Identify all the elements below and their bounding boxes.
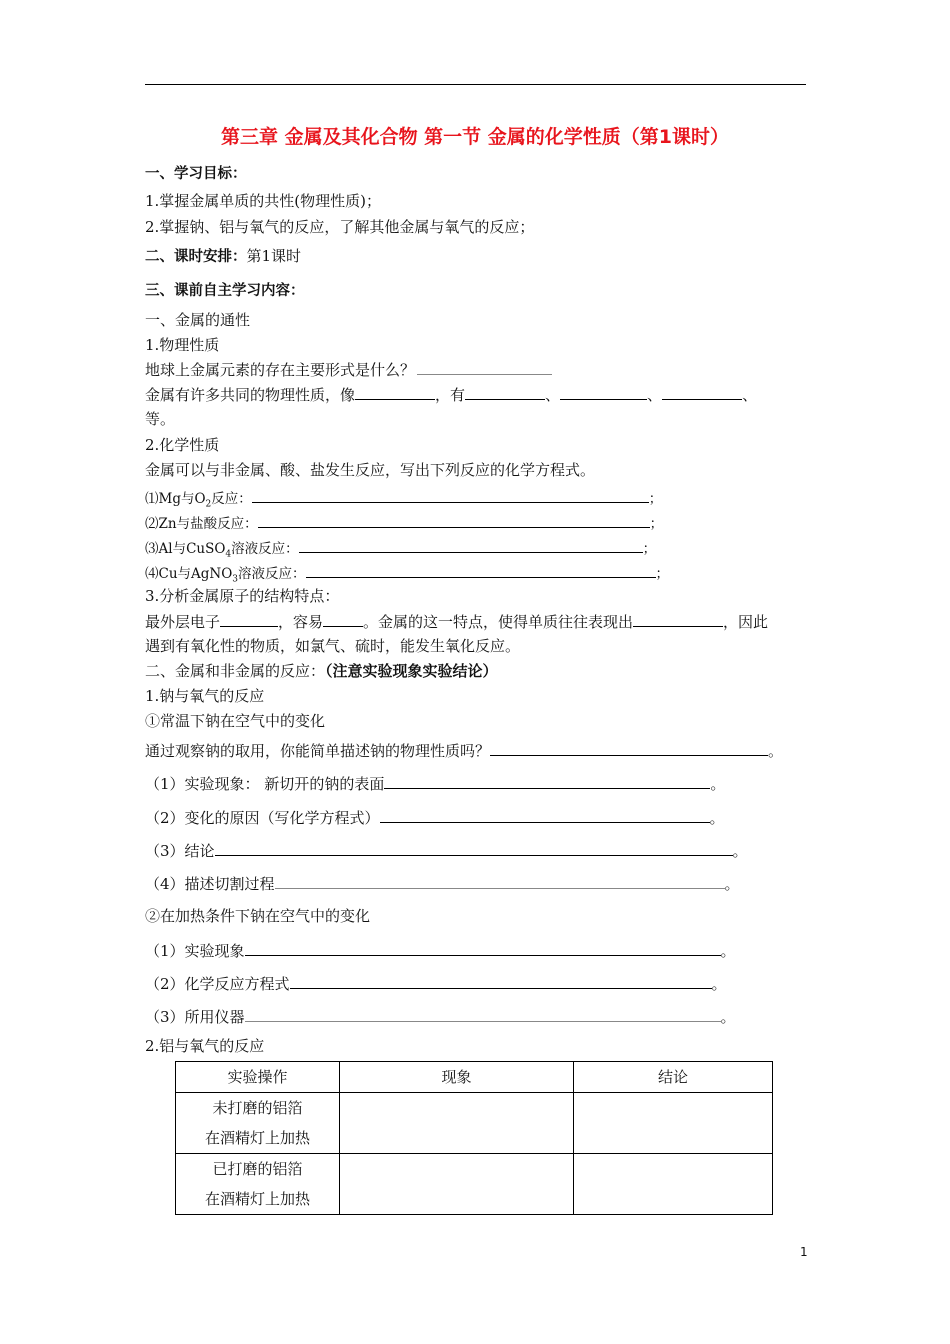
text: 通过观察钠的取用，你能简单描述钠的物理性质吗？	[145, 742, 491, 760]
subsection-general-properties: 一、金属的通性	[145, 311, 251, 329]
answer-blank[interactable]	[380, 807, 710, 823]
text: 。	[720, 1008, 736, 1026]
text: ；	[648, 491, 663, 507]
answer-blank[interactable]	[662, 384, 742, 400]
text: 二、金属和非金属的反应：	[145, 662, 326, 680]
text: 。	[732, 842, 748, 860]
answer-blank[interactable]	[490, 740, 768, 756]
text: ⑷Cu与AgNO	[145, 566, 233, 582]
section-heading-schedule: 二、课时安排：	[145, 249, 247, 265]
text: （1）实验现象	[145, 942, 245, 960]
sodium-item-1	[145, 773, 725, 794]
row1-operation	[176, 1093, 340, 1154]
answer-blank[interactable]	[258, 512, 650, 528]
cell-line: 未打磨的铝箔	[212, 1099, 303, 1117]
sodium-oxygen-title: 1.钠与氧气的反应	[145, 687, 265, 705]
section-heading-goals: 一、学习目标：	[145, 166, 247, 182]
row2-conclusion-cell[interactable]	[574, 1154, 773, 1215]
subscript: 3	[232, 574, 239, 585]
answer-blank[interactable]	[560, 384, 647, 400]
text: （2）化学反应方程式	[145, 975, 290, 993]
answer-blank[interactable]	[252, 487, 649, 503]
text: 。	[724, 875, 740, 893]
answer-blank[interactable]	[323, 611, 363, 627]
text: 溶液反应：	[238, 566, 306, 582]
header-rule	[145, 84, 806, 85]
chemical-properties-title: 2.化学性质	[145, 436, 220, 454]
text: ；	[655, 566, 670, 582]
text: ；	[642, 541, 657, 557]
sodium-item-2	[145, 807, 725, 828]
answer-blank[interactable]	[306, 562, 656, 578]
text: （3）结论	[145, 842, 215, 860]
section-heading-prestudy: 三、课前自主学习内容：	[145, 283, 305, 299]
answer-blank[interactable]	[299, 537, 643, 553]
heated-item-1	[145, 940, 736, 961]
physical-properties-title: 1.物理性质	[145, 336, 220, 354]
reaction-1	[145, 487, 662, 515]
answer-blank[interactable]	[290, 973, 712, 989]
structure-continued: 遇到有氧化性的物质，如氯气、硫时，能发生氧化反应。	[145, 637, 521, 655]
chemical-properties-intro: 金属可以与非金属、酸、盐发生反应，写出下列反应的化学方程式。	[145, 461, 596, 479]
text: 反应：	[211, 491, 252, 507]
text: ⑵Zn与盐酸反应：	[145, 516, 258, 532]
answer-blank[interactable]	[633, 611, 723, 627]
sodium-item-4	[145, 873, 740, 894]
answer-blank[interactable]	[417, 359, 552, 375]
cell-line: 在酒精灯上加热	[204, 1129, 310, 1147]
text: ，有	[435, 386, 466, 404]
reaction-2	[145, 512, 663, 534]
document-title: 第三章 金属及其化合物 第一节 金属的化学性质（第1课时）	[220, 126, 730, 148]
sodium-item-3	[145, 840, 748, 861]
physical-properties-end: 等。	[145, 410, 176, 428]
answer-blank[interactable]	[220, 611, 278, 627]
subsection-metal-nonmetal	[145, 661, 498, 681]
text: ，容易	[278, 613, 324, 631]
text: 溶液反应：	[231, 541, 299, 557]
answer-blank[interactable]	[465, 384, 545, 400]
text: 。	[720, 942, 736, 960]
goal-2: 2.掌握钠、铝与氧气的反应，了解其他金属与氧气的反应；	[145, 218, 535, 236]
text: 。	[709, 809, 725, 827]
aluminum-experiment-table	[175, 1061, 773, 1215]
sodium-question	[145, 740, 783, 761]
text: ⑶Al与CuSO	[145, 541, 226, 557]
question-metal-forms	[145, 359, 552, 380]
schedule-text: 第1课时	[246, 247, 302, 265]
heated-item-2	[145, 973, 727, 994]
header-phenomenon: 现象	[340, 1062, 574, 1093]
text: ，因此	[723, 613, 769, 631]
heated-item-3	[145, 1006, 736, 1027]
subscript: 2	[205, 499, 212, 510]
note-bold: （注意实验现象实验结论）	[325, 662, 498, 680]
answer-blank[interactable]	[384, 773, 710, 789]
physical-properties-fill	[145, 384, 757, 405]
text: 、	[545, 386, 561, 404]
row1-phenomenon-cell[interactable]	[340, 1093, 574, 1154]
answer-blank[interactable]	[275, 873, 725, 889]
text: （4）描述切割过程	[145, 875, 275, 893]
text: ；	[649, 516, 664, 532]
text: 最外层电子	[145, 613, 221, 631]
answer-blank[interactable]	[245, 940, 721, 956]
text: 、	[742, 386, 758, 404]
row2-phenomenon-cell[interactable]	[340, 1154, 574, 1215]
header-conclusion: 结论	[574, 1062, 773, 1093]
reaction-3	[145, 537, 656, 565]
header-operation: 实验操作	[176, 1062, 340, 1093]
text: （3）所用仪器	[145, 1008, 245, 1026]
sodium-room-temp: ①常温下钠在空气中的变化	[145, 712, 326, 730]
answer-blank[interactable]	[355, 384, 435, 400]
text: 。金属的这一特点，使得单质往往表现出	[363, 613, 634, 631]
schedule-line	[145, 246, 301, 267]
structure-title: 3.分析金属原子的结构特点：	[145, 587, 340, 605]
subscript: 4	[225, 549, 232, 560]
goal-1: 1.掌握金属单质的共性(物理性质)；	[145, 192, 382, 210]
text: 。	[768, 742, 784, 760]
question-text: 地球上金属元素的存在主要形式是什么？	[145, 361, 416, 379]
structure-fill	[145, 611, 768, 632]
table-header-row	[176, 1062, 773, 1093]
text: 。	[710, 775, 726, 793]
text: 金属有许多共同的物理性质，像	[145, 386, 356, 404]
aluminum-oxygen-title: 2.铝与氧气的反应	[145, 1037, 265, 1055]
text: ⑴Mg与O	[145, 491, 206, 507]
page-number: 1	[800, 1245, 808, 1259]
text: （1）实验现象： 新切开的钠的表面	[145, 775, 385, 793]
row1-conclusion-cell[interactable]	[574, 1093, 773, 1154]
answer-blank[interactable]	[215, 840, 733, 856]
text: 、	[647, 386, 663, 404]
cell-line: 已打磨的铝箔	[212, 1160, 303, 1178]
sodium-heated: ②在加热条件下钠在空气中的变化	[145, 907, 371, 925]
cell-line: 在酒精灯上加热	[204, 1190, 310, 1208]
table-row	[176, 1154, 773, 1215]
row2-operation	[176, 1154, 340, 1215]
text: 。	[711, 975, 727, 993]
text: （2）变化的原因（写化学方程式）	[145, 809, 380, 827]
table-row	[176, 1093, 773, 1154]
answer-blank[interactable]	[245, 1006, 721, 1022]
